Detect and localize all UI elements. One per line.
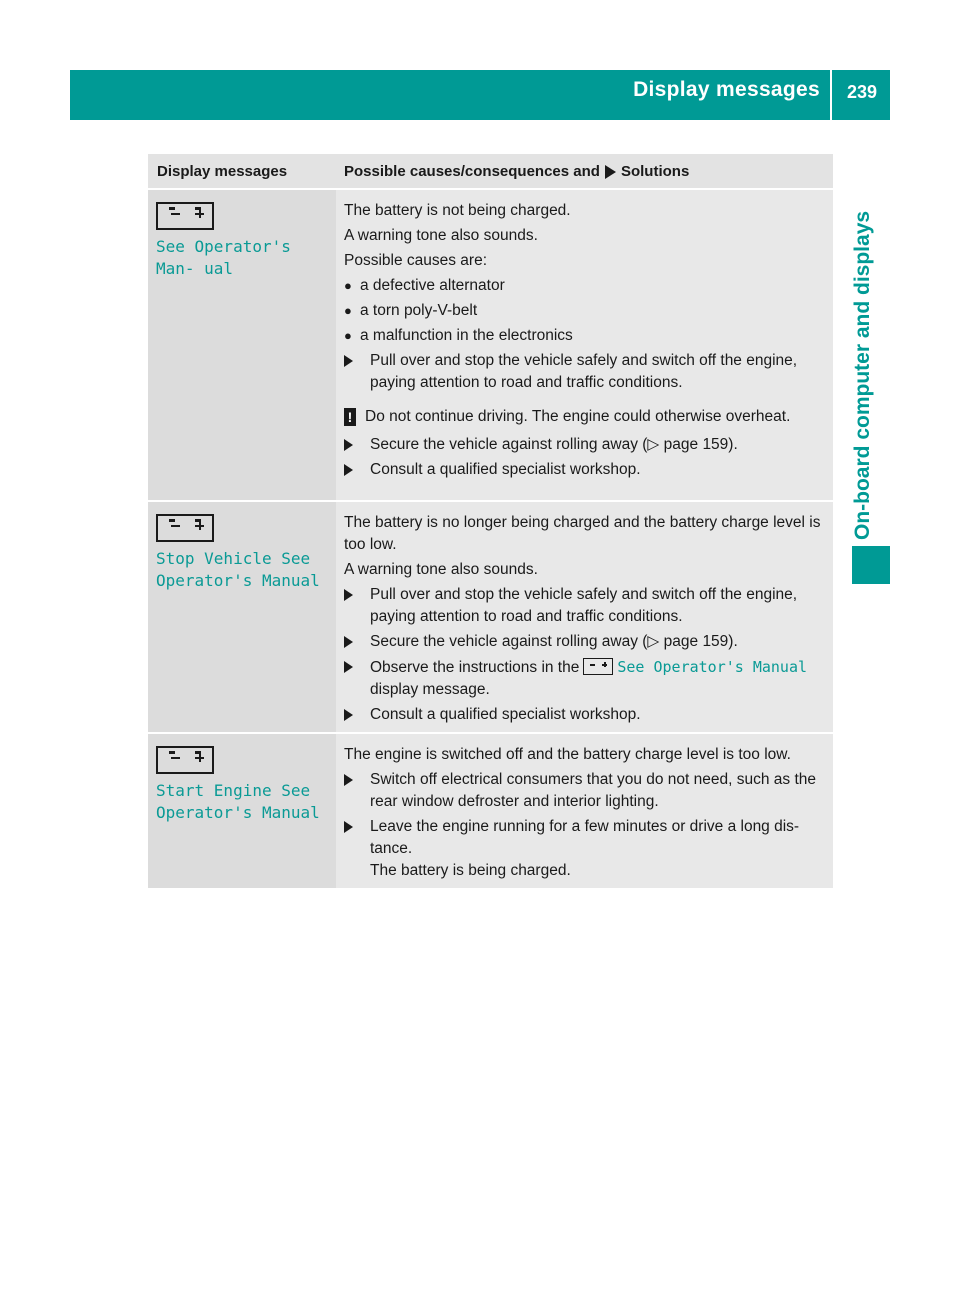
side-tab (836, 120, 890, 540)
message-cell (148, 734, 336, 888)
step-arrow-icon (344, 464, 362, 476)
step-item: Pull over and stop the vehicle safely and switch off the engine, paying attention to road and traffic conditions. (344, 350, 825, 394)
step-arrow-icon (344, 636, 362, 648)
step-arrow-icon (344, 821, 362, 833)
step-item: Secure the vehicle against rolling away (▷ page 159). (344, 631, 825, 653)
step-arrow-icon (344, 589, 362, 601)
display-message-text: See Operator's Man‑ ual (156, 237, 291, 278)
solution-arrow-icon (605, 165, 616, 179)
step-arrow-icon (344, 709, 362, 721)
step-item: Consult a qualified specialist workshop. (344, 704, 825, 726)
section-title: Display messages (633, 78, 820, 101)
table-row (148, 502, 833, 734)
step-item: Switch off electrical consumers that you do not need, such as the rear window defroster and interior lighting. (344, 769, 825, 813)
column-header-messages: Display messages (157, 163, 288, 180)
side-tab-label: On-board computer and displays (851, 210, 874, 540)
message-cell (148, 190, 336, 500)
step-item: Leave the engine running for a few minutes or drive a long dis‑ tance. The battery is being charged. (344, 816, 825, 882)
side-tab-marker (852, 546, 890, 584)
step-item: Observe the instructions in the See Operator's Manual display message. (344, 656, 825, 701)
warning-note: ! Do not continue driving. The engine could otherwise overheat. (344, 406, 825, 428)
column-header-causes: Possible causes/consequences and Solutions (344, 163, 690, 180)
step-arrow-icon (344, 774, 362, 786)
inline-display-message: See Operator's Manual (617, 658, 808, 676)
message-cell (148, 502, 336, 732)
solution-cell: The engine is switched off and the battery charge level is too low. Switch off electrical consumers that you do not need, such as the rear window defroster and interior lighting. Leave the engine running for a few minutes or drive a long dis‑ tance. The battery is being charged. (336, 734, 833, 888)
battery-icon (156, 514, 214, 542)
battery-icon (583, 658, 613, 675)
list-item: ● a torn poly-V-belt (344, 302, 478, 319)
table-row (148, 734, 833, 890)
step-item: Consult a qualified specialist workshop. (344, 459, 825, 481)
table-header (148, 154, 833, 190)
display-message-text: Stop Vehicle See Operator's Manual (156, 549, 320, 590)
page-number: 239 (846, 82, 878, 102)
solution-cell: The battery is not being charged. A warning tone also sounds. Possible causes are: ● a defective alternator ● a torn poly-V-belt ● a malfunction in the electronics Pull over and stop the vehicle safely and switch off the engine, paying attention to road and traffic conditions. ! Do not continue driving. The engine could otherwise overheat. Secure the vehicle against rolling away (▷ page 159). Consult a qualified specialist workshop. (336, 190, 833, 500)
step-arrow-icon (344, 355, 362, 367)
display-message-text: Start Engine See Operator's Manual (156, 781, 320, 822)
battery-icon (156, 202, 214, 230)
step-arrow-icon (344, 661, 362, 673)
step-item: Pull over and stop the vehicle safely and switch off the engine, paying attention to road and traffic conditions. (344, 584, 825, 628)
header-divider (830, 70, 832, 120)
battery-icon (156, 746, 214, 774)
table-row (148, 190, 833, 502)
step-arrow-icon (344, 439, 362, 451)
warning-icon: ! (344, 408, 356, 426)
solution-cell: The battery is no longer being charged and the battery charge level is too low. A warning tone also sounds. Pull over and stop the vehicle safely and switch off the engine, paying attention to road and traffic conditions. Secure the vehicle against rolling away (▷ page 159). Observe the instructions in the See Operator's Manual display message. Consult a qualified specialist workshop. (336, 502, 833, 732)
step-item: Secure the vehicle against rolling away (▷ page 159). (344, 434, 825, 456)
list-item: ● a malfunction in the electronics (344, 327, 573, 344)
display-messages-table (148, 154, 833, 890)
header-bar (70, 70, 890, 120)
list-item: ● a defective alternator (344, 277, 505, 294)
